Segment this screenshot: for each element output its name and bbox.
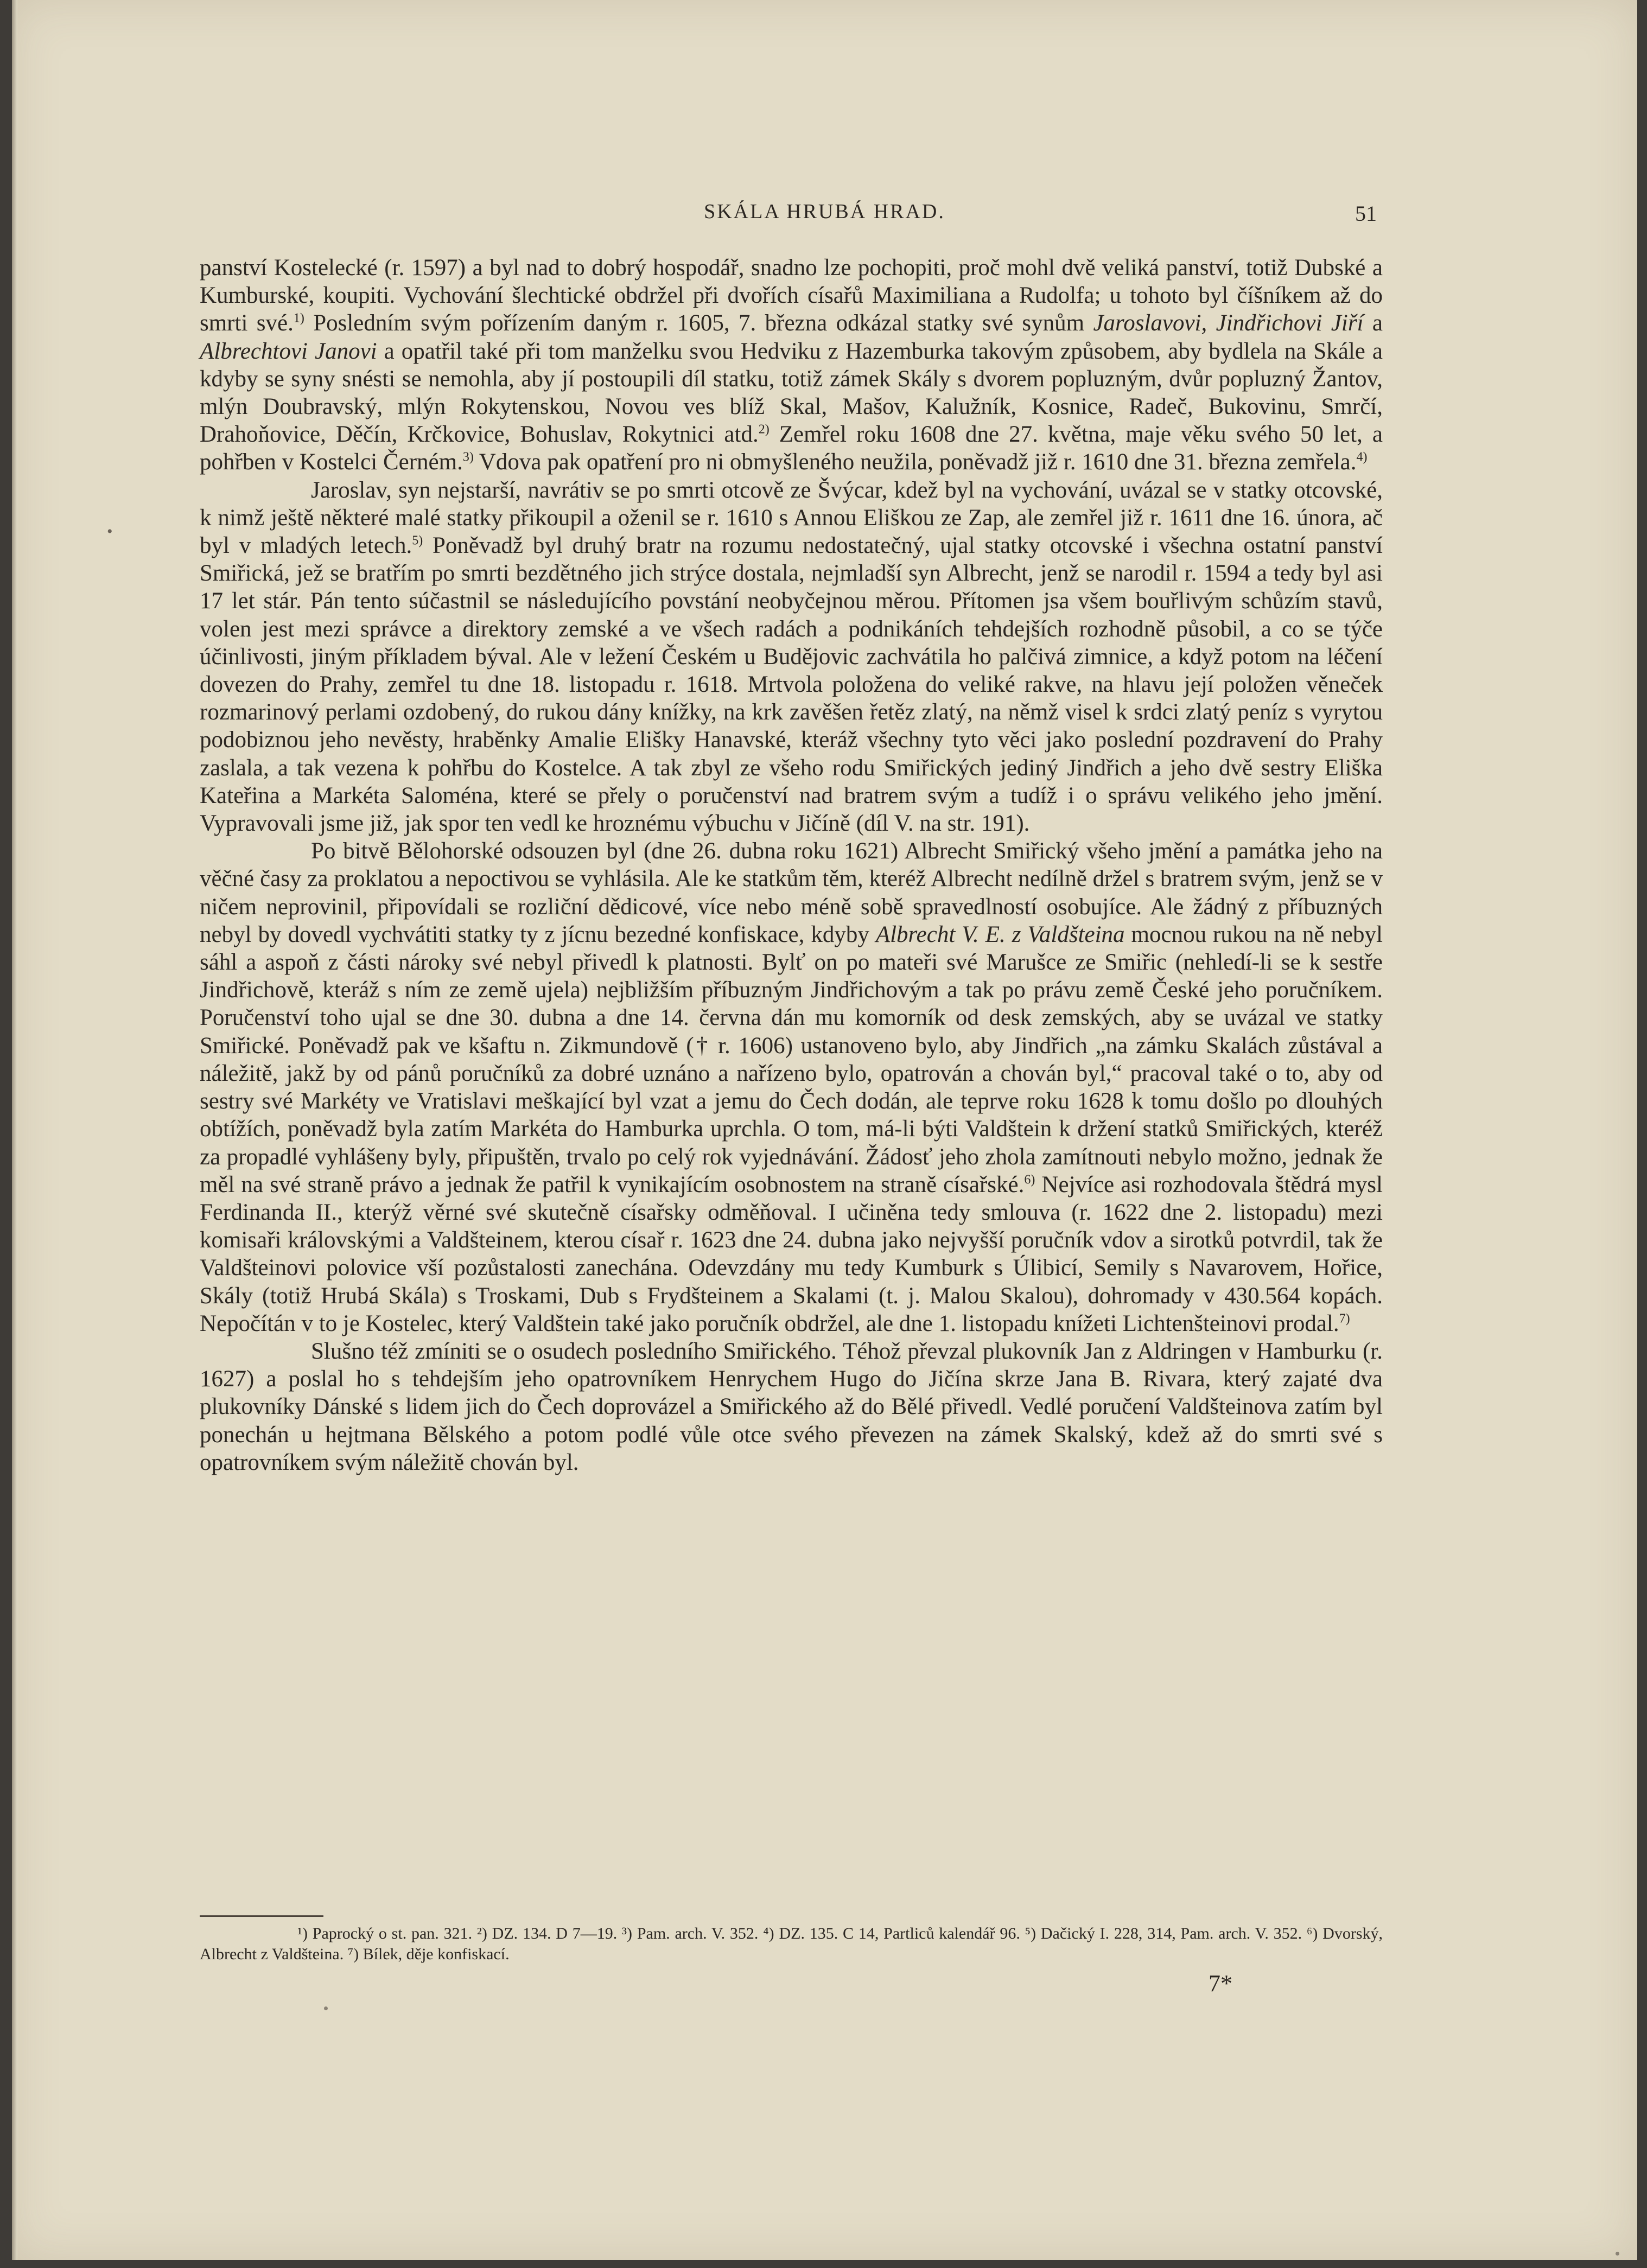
text-run: Poněvadž byl druhý bratr na rozumu nedostatečný, ujal statky otcovské i všechna ostatní panství Smiřická, jež se bratřím po smrti bezdětného jich strýce dostala, nejmladší syn Albrecht, jenž se narodil r. 1594 a tedy byl asi 17 let stár. Pán tento súčastnil se následujícího povstání neobyčejnou měrou. Přítomen jsa všem bouřlivým schůzím stavů, volen jest mezi správce a direktory zemské a ve všech radách a podnikáních tehdejších rozhodně působil, a co se týče účinlivosti, jiným příkladem býval. Ale v ležení Českém u Budějovic zachvátila ho palčivá zimnice, a když potom na léčení dovezen do Prahy, zemřel tu dne 18. listopadu r. 1618. Mrtvola položena do veliké rakve, na hlavu její položen věneček rozmarinový perlami ozdobený, do rukou dány knížky, na krk zavěšen řetěz zlatý, na němž visel k srdci zlatý peníz s vyrytou podobiznou jeho nevěsty, hraběnky Amalie Elišky Hanavské, kteráž všechny tyto věci jako poslední pozdravení do Prahy zaslala, a tak vezena k pohřbu do Kostelce. A tak zbyl ze všeho rodu Smiřických jediný Jindřich a jeho dvě sestry Eliška Kateřina a Markéta Saloména, které se přely o poručenství nad bratrem svým a tudíž i o správu velikého jeho jmění. Vypravovali jsme již, jak spor ten vedl ke hroznému výbuchu v Jičíně (díl V. na str. 191).	[200, 533, 1383, 837]
book-page	[12, 0, 1637, 2260]
text-run: Jaroslav, syn nejstarší, navrátiv se po smrti otcově ze Švýcar, kdež byl na vychování, uvázal se v statky otcovské, k nimž ještě některé malé statky přikoupil a oženil se r. 1610 s Annou Eliškou ze Zap, ale zemřel již r. 1611 dne 16. února, ač byl v mladých letech.	[200, 477, 1383, 559]
text-run: Slušno též zmíniti se o osudech posledního Smiřického. Téhož převzal plukovník Jan z Aldringen v Hamburku (r. 1627) a poslal ho s tehdejším jeho opatrovníkem Henrychem Hugo do Jičína skrze Jana B. Rivara, který zajaté dva plukovníky Dánské s lidem jich do Čech doprovázel a Smiřického až do Bělé přivedl. Vedlé poručení Valdšteinova zatím byl ponechán u hejtmana Bělského a potom podlé vůle otce svého převezen na zámek Skalský, kdež až do smrti své s opatrovníkem svým náležitě chován byl.	[200, 1338, 1383, 1475]
footnote-ref: 3)	[462, 450, 474, 465]
text-run: Zemřel roku 1608 dne 27. května, maje věku svého 50 let, a pohřben v Kostelci Černém.	[200, 422, 1383, 475]
signature-mark: 7*	[1209, 1970, 1232, 1997]
italic-name: Jaroslavovi, Jindřichovi Jiří	[1093, 310, 1364, 336]
footnote-ref: 7)	[1339, 1311, 1350, 1326]
footnote-ref: 1)	[293, 311, 304, 326]
page-number: 51	[1355, 201, 1377, 226]
text-run: a	[1363, 310, 1383, 336]
margin-speck	[1616, 2252, 1619, 2256]
text-run: panství Kostelecké (r. 1597) a byl nad to dobrý hospodář, snadno lze pochopiti, proč mohl dvě veliká panství, totiž Dubské a Kumburské, koupiti. Vychování šlechtické obdržel při dvořích císařů Maximiliana a Rudolfa; u tohoto byl číšníkem až do smrti své.	[200, 255, 1383, 336]
paragraph-p4	[200, 1337, 1383, 1476]
footnote-ref: 2)	[758, 422, 770, 437]
text-run: mocnou rukou na ně nebyl sáhl a aspoň z části nároky své nebyl přivedl k platnosti. Bylť on po mateři své Marušce ze Smiřic (nehledí-li se k sestře Jindřichově, kteráž s ním ze země ujela) nejbližším příbuzným Jindřichovým a tak po právu země České jeho poručníkem. Poručenství toho ujal se dne 30. dubna a dne 14. června dán mu komorník od desk zemských, aby se uvázal ve statky Smiřické. Poněvadž pak ve kšaftu n. Zikmundově († r. 1606) ustanoveno bylo, aby Jindřich „na zámku Skalách zůstával a náležitě, jakž by od pánů poručníků za dobré uznáno a nařízeno bylo, opatrován a chován byl,“ pracoval také o to, aby od sestry své Markéty ve Vratislavi meškající byl vzat a jemu do Čech dodán, ale teprve roku 1628 k tomu došlo po dlouhých obtížích, poněvadž byla zatím Markéta do Hamburka uprchla. O tom, má-li býti Valdštein k držení statků Smiřických, kteréž za propadlé vyhlášeny byly, připuštěn, trvalo po celý rok vyjednávání. Žádosť jeho zhola zamítnouti nebylo možno, jednak že měl na své straně právo a jednak že patřil k vynikajícím osobnostem na straně císařské.	[200, 921, 1383, 1197]
paragraph-p3	[200, 837, 1383, 1337]
margin-speck	[324, 2006, 328, 2010]
margin-mark: •	[107, 523, 113, 540]
text-run: Po bitvě Bělohorské odsouzen byl (dne 26. dubna roku 1621) Albrecht Smiřický všeho jmění a památka jeho na věčné časy za proklatou a nepoctivou se vyhlásila. Ale ke statkům těm, kteréž Albrecht nedílně držel s bratrem svým, jenž se v ničem neprovinil, připovídali se rozliční dědicové, více nebo méně sobě spravedlností osobujíce. Ale žádný z příbuzných nebyl by dovedl vychvátiti statky ty z jícnu bezedné konfiskace, kdyby	[200, 838, 1383, 947]
footnote-ref: 6)	[1024, 1173, 1035, 1187]
text-run: Nejvíce asi rozhodovala štědrá mysl Ferdinanda II., kterýž věrné své skutečně císařsky odměňoval. I učiněna tedy smlouva (r. 1622 dne 2. listopadu) mezi komisaři královskými a Valdšteinem, kterou císař r. 1623 dne 24. dubna jako nejvyšší poručník vdov a sirotků potvrdil, tak že Valdšteinovi polovice vší pozůstalosti zanechána. Odevzdány mu tedy Kumburk s Úlibicí, Semily s Navarovem, Hořice, Skály (totiž Hrubá Skála) s Troskami, Dub s Frydšteinem a Skalami (t. j. Malou Skalou), dohromady v 430.564 kopách. Nepočítán v to je Kostelec, který Valdštein také jako poručník obdržel, ale dne 1. listopadu knížeti Lichtenšteinovi prodal.	[200, 1171, 1383, 1336]
paragraph-p1	[200, 254, 1383, 476]
text-run: Posledním svým pořízením daným r. 1605, 7. března odkázal statky své synům	[304, 310, 1093, 336]
footnotes	[200, 1923, 1383, 1965]
italic-name: Albrecht V. E. z Valdšteina	[875, 921, 1125, 947]
italic-name: Albrechtovi Janovi	[200, 338, 377, 364]
footnote-ref: 5)	[412, 533, 423, 548]
paragraph-p2	[200, 476, 1383, 838]
footnote-rule	[200, 1915, 323, 1917]
running-head-title: SKÁLA HRUBÁ HRAD.	[704, 200, 945, 223]
text-run: a opatřil také při tom manželku svou Hedviku z Hazemburka takovým způsobem, aby bydlela na Skále a kdyby se syny snésti se nemohla, aby jí postoupili díl statku, totiž zámek Skály s dvorem popluzným, dvůr popluzný Žantov, mlýn Doubravský, mlýn Rokytenskou, Novou ves blíž Skal, Mašov, Kalužník, Kosnice, Radeč, Bukovinu, Smrčí, Drahoňovice, Děčín, Krčkovice, Bohuslav, Rokytnici atd.	[200, 338, 1383, 448]
text-run: Vdova pak opatření pro ni obmyšleného neužila, poněvadž již r. 1610 dne 31. března zemřela.	[473, 449, 1357, 475]
body-text	[200, 254, 1383, 1476]
footnote-text: ¹) Paprocký o st. pan. 321. ²) DZ. 134. D 7—19. ³) Pam. arch. V. 352. ⁴) DZ. 135. C 14, Partliců kalendář 96. ⁵) Dačický I. 228, 314, Pam. arch. V. 352. ⁶) Dvorský, Albrecht z Valdšteina. ⁷) Bílek, děje konfiskací.	[200, 1925, 1383, 1963]
footnote-ref: 4)	[1356, 450, 1368, 465]
